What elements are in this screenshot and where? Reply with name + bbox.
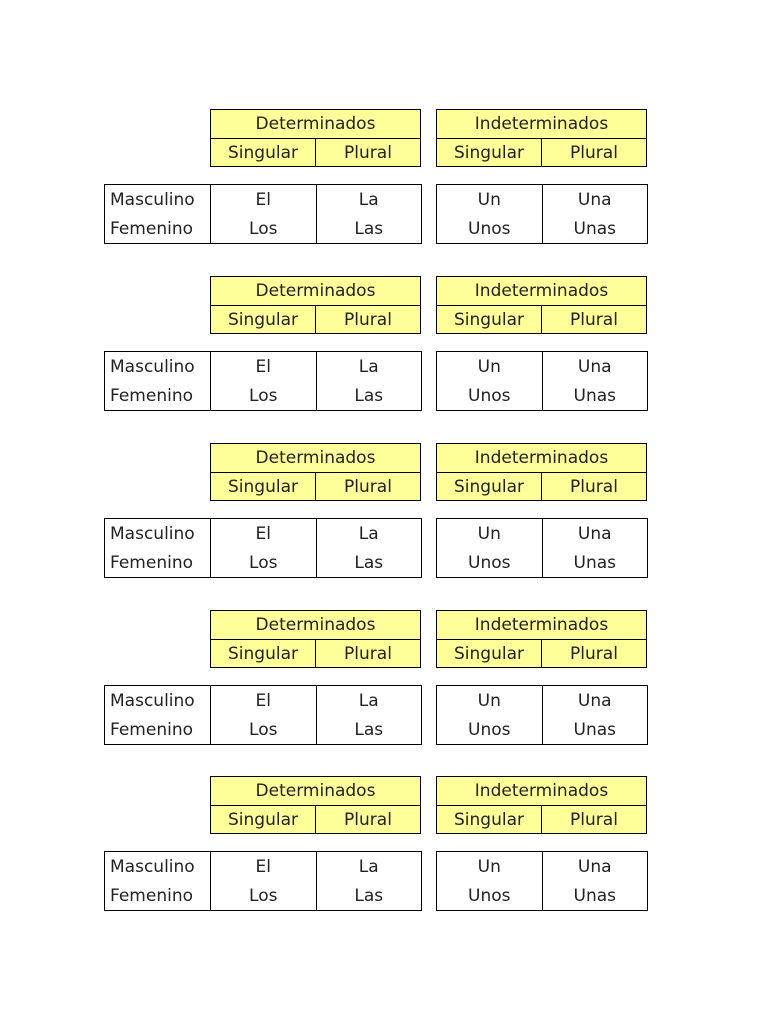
singular-label: Singular [454, 644, 524, 664]
indeterminados-title: Indeterminados [437, 277, 646, 306]
cell: Un [477, 356, 501, 377]
determinados-title: Determinados [211, 277, 420, 306]
plural-label: Plural [315, 806, 420, 834]
plural-label: Plural [541, 640, 646, 668]
cell: Unas [573, 719, 616, 740]
determinados-grid [210, 184, 422, 244]
determinados-header [210, 276, 421, 334]
cell: Unos [468, 385, 511, 406]
femenino-label: Femenino [110, 552, 193, 573]
masculino-label: Masculino [110, 523, 195, 544]
row-labels [104, 518, 211, 578]
cell: Los [249, 719, 278, 740]
indeterminados-title: Indeterminados [437, 611, 646, 640]
cell: Una [577, 189, 612, 210]
article-table-block-4 [0, 610, 768, 746]
cell: Unas [573, 218, 616, 239]
cell: Unos [468, 218, 511, 239]
plural-label: Plural [541, 806, 646, 834]
determinados-title: Determinados [211, 611, 420, 640]
determinados-title: Determinados [211, 777, 420, 806]
plural-label: Plural [315, 306, 420, 334]
row-labels [104, 685, 211, 745]
determinados-title: Determinados [211, 110, 420, 139]
indeterminados-title: Indeterminados [437, 110, 646, 139]
determinados-grid [210, 851, 422, 911]
singular-label: Singular [228, 310, 298, 330]
cell: Los [249, 218, 278, 239]
cell: La [358, 523, 379, 544]
cell: Un [477, 856, 501, 877]
cell: Unos [468, 552, 511, 573]
cell: Los [249, 885, 278, 906]
cell: La [358, 856, 379, 877]
cell: Las [354, 885, 384, 906]
femenino-label: Femenino [110, 385, 193, 406]
cell: El [255, 856, 271, 877]
article-table-block-5 [0, 776, 768, 912]
indeterminados-title: Indeterminados [437, 444, 646, 473]
cell: El [255, 523, 271, 544]
indeterminados-grid [436, 351, 648, 411]
cell: Una [577, 356, 612, 377]
cell: Los [249, 385, 278, 406]
cell: El [255, 690, 271, 711]
masculino-label: Masculino [110, 356, 195, 377]
plural-label: Plural [541, 139, 646, 167]
article-table-block-2 [0, 276, 768, 412]
indeterminados-header [436, 276, 647, 334]
cell: Una [577, 690, 612, 711]
determinados-header [210, 109, 421, 167]
indeterminados-header [436, 443, 647, 501]
femenino-label: Femenino [110, 719, 193, 740]
cell: Las [354, 552, 384, 573]
cell: Un [477, 690, 501, 711]
singular-label: Singular [454, 810, 524, 830]
row-labels [104, 184, 211, 244]
cell: La [358, 356, 379, 377]
cell: Unas [573, 385, 616, 406]
article-table-block-3 [0, 443, 768, 579]
femenino-label: Femenino [110, 885, 193, 906]
plural-label: Plural [541, 473, 646, 501]
singular-label: Singular [228, 644, 298, 664]
indeterminados-grid [436, 184, 648, 244]
indeterminados-header [436, 610, 647, 668]
indeterminados-grid [436, 518, 648, 578]
cell: Los [249, 552, 278, 573]
singular-label: Singular [454, 143, 524, 163]
plural-label: Plural [315, 640, 420, 668]
row-labels [104, 851, 211, 911]
plural-label: Plural [541, 306, 646, 334]
plural-label: Plural [315, 139, 420, 167]
singular-label: Singular [228, 143, 298, 163]
masculino-label: Masculino [110, 856, 195, 877]
singular-label: Singular [228, 477, 298, 497]
determinados-header [210, 610, 421, 668]
indeterminados-header [436, 109, 647, 167]
determinados-grid [210, 351, 422, 411]
indeterminados-header [436, 776, 647, 834]
determinados-title: Determinados [211, 444, 420, 473]
determinados-header [210, 776, 421, 834]
cell: Las [354, 218, 384, 239]
masculino-label: Masculino [110, 690, 195, 711]
cell: Las [354, 385, 384, 406]
determinados-grid [210, 518, 422, 578]
cell: Una [577, 523, 612, 544]
femenino-label: Femenino [110, 218, 193, 239]
cell: Un [477, 523, 501, 544]
cell: La [358, 690, 379, 711]
cell: La [358, 189, 379, 210]
determinados-grid [210, 685, 422, 745]
row-labels [104, 351, 211, 411]
cell: Una [577, 856, 612, 877]
cell: El [255, 356, 271, 377]
article-table-block-1 [0, 109, 768, 245]
singular-label: Singular [454, 477, 524, 497]
indeterminados-grid [436, 685, 648, 745]
determinados-header [210, 443, 421, 501]
cell: Un [477, 189, 501, 210]
masculino-label: Masculino [110, 189, 195, 210]
plural-label: Plural [315, 473, 420, 501]
cell: Unas [573, 885, 616, 906]
singular-label: Singular [454, 310, 524, 330]
cell: Unos [468, 719, 511, 740]
cell: Unos [468, 885, 511, 906]
cell: Unas [573, 552, 616, 573]
cell: Las [354, 719, 384, 740]
cell: El [255, 189, 271, 210]
indeterminados-grid [436, 851, 648, 911]
indeterminados-title: Indeterminados [437, 777, 646, 806]
singular-label: Singular [228, 810, 298, 830]
